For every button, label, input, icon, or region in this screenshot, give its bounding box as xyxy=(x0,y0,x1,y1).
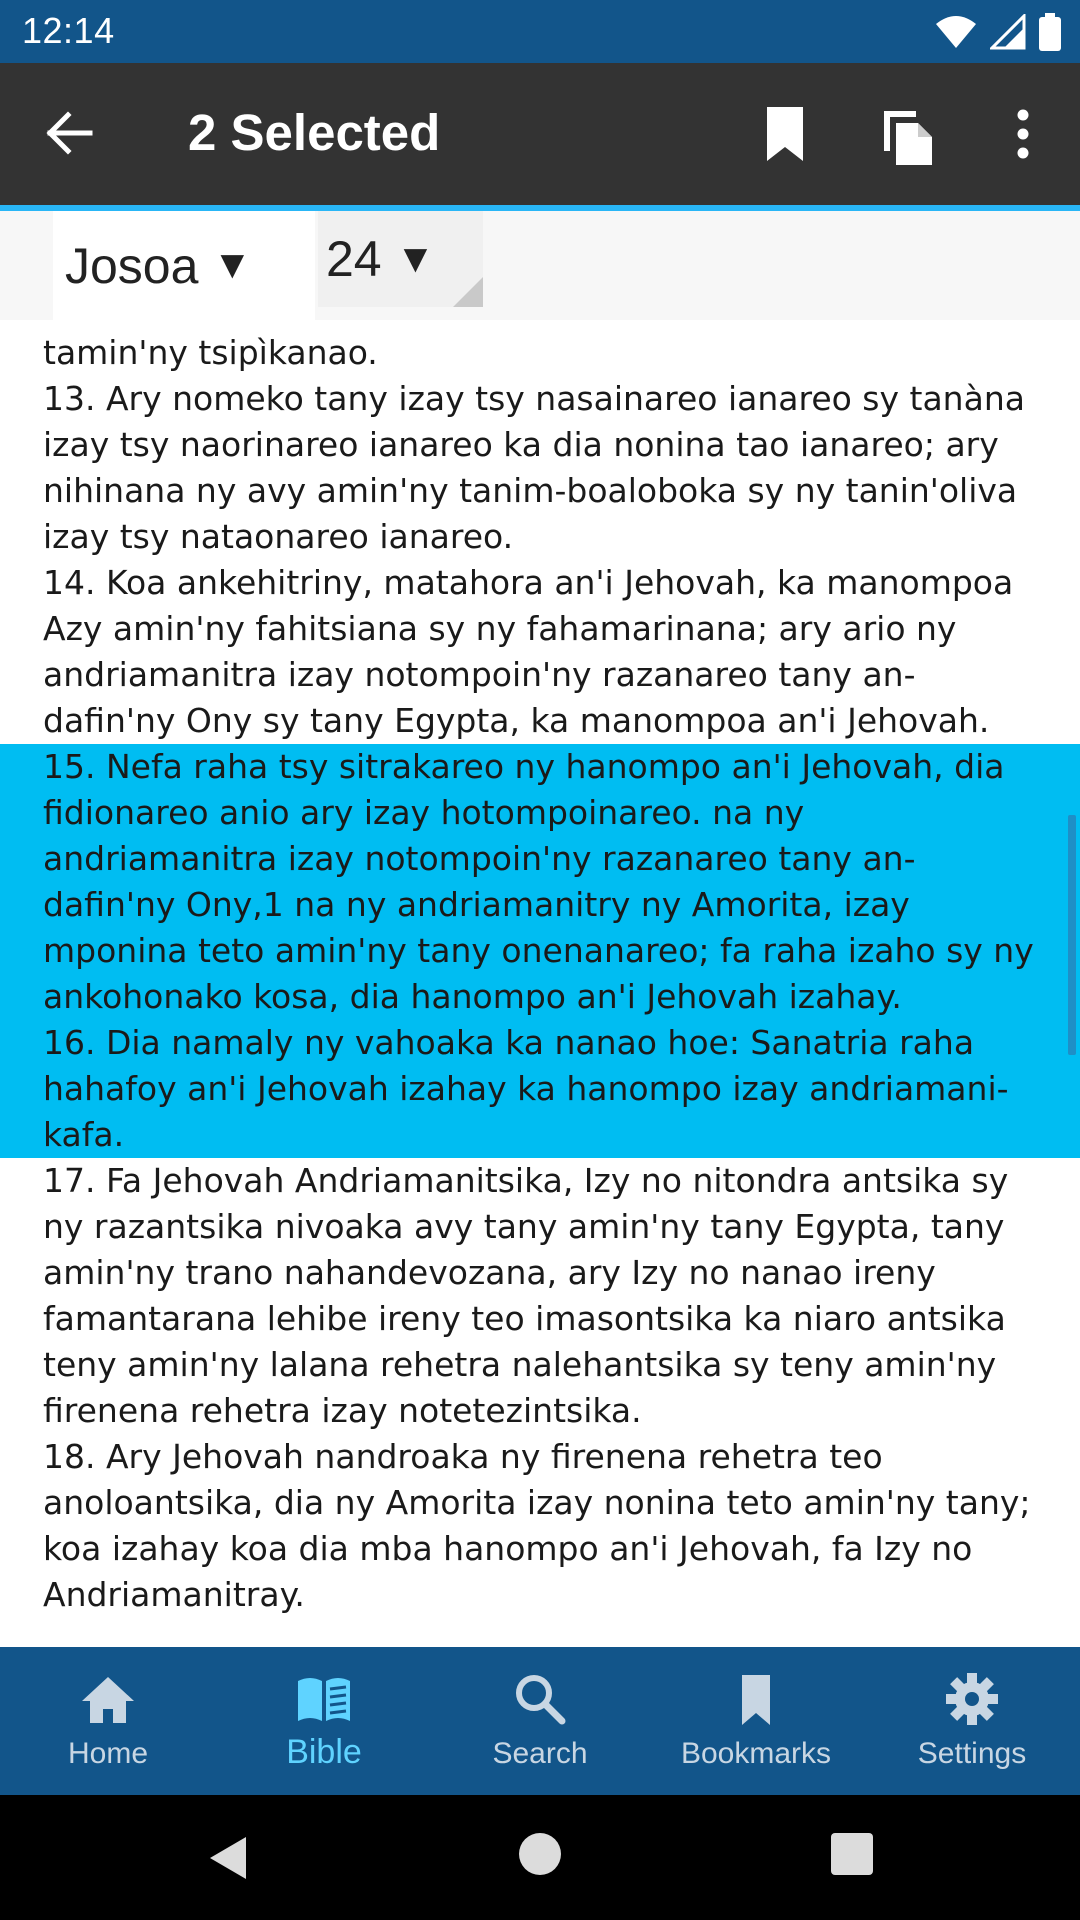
verse-text: 14. Koa ankehitriny, matahora an'i Jehovah, ka manompoa Azy amin'ny fahitsiana sy ny fahamarinana; ary ario ny andriamanitra izay notompoin'ny razanareo tany an-dafin'ny Ony sy tany Egypta, ka manompoa an'i Jehovah. xyxy=(43,563,1014,740)
verse-list[interactable] xyxy=(0,320,1080,1647)
selection-count-title: 2 Selected xyxy=(188,104,441,161)
verse-15-selected[interactable] xyxy=(0,744,1080,1020)
verse-14[interactable] xyxy=(0,560,1080,744)
signal-icon xyxy=(990,14,1026,50)
nav-settings[interactable] xyxy=(864,1647,1080,1795)
verse-text: 15. Nefa raha tsy sitrakareo ny hanompo an'i Jehovah, dia fidionareo anio ary izay hotompoinareo. na ny andriamanitra izay notompoin'ny razanareo tany an-dafin'ny Ony,1 na ny andriamanitry ny Amorita, izay mponina teto amin'ny tany onenanareo; fa raha izaho sy ny ankohonako kosa, dia hanompo an'i Jehovah izahay. xyxy=(43,747,1034,1016)
chapter-dropdown-value: 24 xyxy=(326,231,382,287)
chevron-down-icon: ▼ xyxy=(212,243,253,287)
verse-16-selected[interactable] xyxy=(0,1020,1080,1158)
battery-icon xyxy=(1038,13,1062,51)
chapter-dropdown[interactable] xyxy=(318,211,483,307)
system-home-icon[interactable] xyxy=(519,1833,561,1875)
chevron-down-icon: ▼ xyxy=(395,236,436,281)
nav-search[interactable] xyxy=(432,1647,648,1795)
nav-label: Settings xyxy=(917,1737,1027,1770)
more-vert-icon[interactable] xyxy=(1000,101,1046,167)
bookmark-icon[interactable] xyxy=(755,101,815,167)
book-dropdown-value: Josoa xyxy=(65,237,199,294)
status-time: 12:14 xyxy=(22,10,115,51)
nav-bible[interactable] xyxy=(216,1647,432,1795)
verse-text: 16. Dia namaly ny vahoaka ka nanao hoe: Sanatria raha hahafoy an'i Jehovah izahay ka hanompo izay andriamani-kafa. xyxy=(43,1023,1009,1154)
spinner-corner xyxy=(453,277,483,307)
bookmark-icon xyxy=(726,1671,786,1727)
status-icons xyxy=(934,12,1062,52)
nav-label: Search xyxy=(492,1737,588,1770)
nav-bookmarks[interactable] xyxy=(648,1647,864,1795)
verse-text: 18. Ary Jehovah nandroaka ny firenena rehetra teo anoloantsika, dia ny Amorita izay nonina teto amin'ny tany; koa izahay koa dia mba hanompo an'i Jehovah, fa Izy no Andriamanitray. xyxy=(43,1437,1031,1614)
selector-bar xyxy=(0,211,1080,320)
verse-text: 17. Fa Jehovah Andriamanitsika, Izy no nitondra antsika sy ny razantsika nivoaka avy tany amin'ny tany Egypta, tany amin'ny trano nahandevozana, ary Izy no nanao ireny famantarana lehibe ireny teo imasontsika ka niaro antsika teny amin'ny lalana rehetra nalehantsika sy teny amin'ny firenena rehetra izay notetezintsika. xyxy=(43,1161,1009,1430)
nav-label: Bible xyxy=(286,1733,362,1771)
bottom-navigation xyxy=(0,1647,1080,1795)
system-navigation-bar xyxy=(0,1795,1080,1920)
system-recents-icon[interactable] xyxy=(831,1833,873,1875)
verse-18[interactable] xyxy=(0,1434,1080,1618)
action-bar xyxy=(0,63,1080,205)
verse-13[interactable] xyxy=(0,376,1080,560)
nav-label: Bookmarks xyxy=(680,1737,832,1770)
verse-partial-top[interactable] xyxy=(0,320,1080,376)
copy-icon[interactable] xyxy=(880,101,940,167)
wifi-icon xyxy=(934,14,978,50)
nav-home[interactable] xyxy=(0,1647,216,1795)
gear-icon xyxy=(942,1671,1002,1727)
search-icon xyxy=(510,1671,570,1727)
back-arrow-icon[interactable] xyxy=(40,103,100,163)
system-back-icon[interactable] xyxy=(204,1833,254,1883)
book-icon xyxy=(294,1671,354,1727)
nav-label: Home xyxy=(67,1737,149,1770)
home-icon xyxy=(78,1671,138,1727)
scrollbar[interactable] xyxy=(1068,815,1076,1055)
book-dropdown[interactable] xyxy=(53,211,315,320)
verse-text: tamin'ny tsipìkanao. xyxy=(43,333,378,372)
verse-17[interactable] xyxy=(0,1158,1080,1434)
status-bar xyxy=(0,0,1080,63)
verse-text: 13. Ary nomeko tany izay tsy nasainareo ianareo sy tanàna izay tsy naorinareo ianareo ka dia nonina tao ianareo; ary nihinana ny avy amin'ny tanim-boaloboka sy ny tanin'oliva izay tsy nataonareo ianareo. xyxy=(43,379,1025,556)
